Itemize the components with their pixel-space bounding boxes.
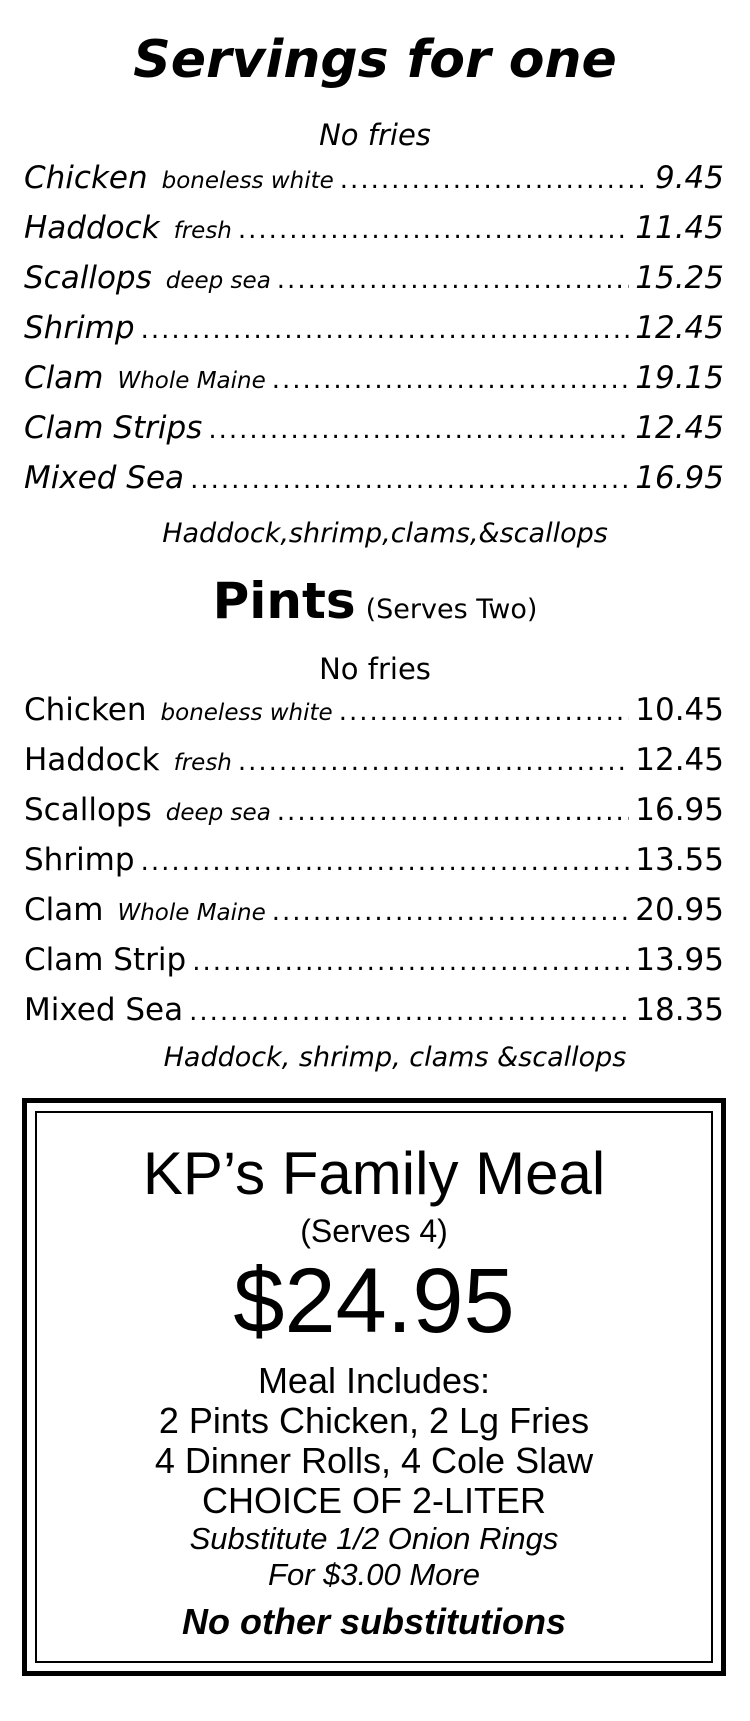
- pints-serves: (Serves Two): [365, 594, 538, 625]
- item-name: Shrimp: [24, 842, 135, 878]
- family-meal-serves: (Serves 4): [300, 1213, 448, 1249]
- item-name: Clam Strips: [24, 410, 203, 446]
- item-name: Mixed Sea: [24, 460, 185, 496]
- item-name: Haddock: [24, 742, 160, 778]
- family-meal-includes: [37, 1361, 711, 1521]
- pints-header: [0, 572, 750, 630]
- no-substitutions-note: No other substitutions: [182, 1601, 566, 1642]
- menu-row: [24, 260, 724, 310]
- item-description: Whole Maine: [117, 900, 266, 926]
- menu-row: [24, 942, 724, 992]
- item-name: Clam: [24, 360, 104, 396]
- dot-leader: [277, 265, 629, 295]
- item-description: fresh: [173, 218, 232, 244]
- menu-row: [24, 310, 724, 360]
- servings-menu: [24, 160, 724, 510]
- item-name: Shrimp: [24, 310, 135, 346]
- dot-leader: [272, 365, 629, 395]
- mixed-sea-note: Haddock,shrimp,clams,&scallops: [162, 518, 608, 549]
- item-name: Haddock: [24, 210, 160, 246]
- menu-row: [24, 892, 724, 942]
- dot-leader: [208, 415, 629, 445]
- item-description: deep sea: [165, 800, 271, 826]
- dot-leader: [238, 747, 629, 777]
- servings-title: Servings for one: [133, 30, 617, 90]
- includes-line: 4 Dinner Rolls, 4 Cole Slaw: [154, 1440, 594, 1481]
- family-meal-inner-border: [35, 1111, 713, 1663]
- substitute-line: For $3.00 More: [268, 1557, 480, 1592]
- item-name: Clam: [24, 892, 104, 928]
- pints-subtitle: No fries: [319, 652, 431, 686]
- item-price: 16.95: [635, 460, 724, 496]
- item-price: 13.55: [635, 842, 724, 878]
- item-price: 9.45: [654, 160, 724, 196]
- item-price: 18.35: [635, 992, 724, 1028]
- item-name: Mixed Sea: [24, 992, 184, 1028]
- includes-line: CHOICE OF 2-LITER: [201, 1480, 547, 1521]
- substitute-line: Substitute 1/2 Onion Rings: [189, 1521, 559, 1556]
- item-description: boneless white: [160, 700, 333, 726]
- menu-row: [24, 792, 724, 842]
- pints-menu: [24, 692, 724, 1042]
- dot-leader: [339, 697, 630, 727]
- dot-leader: [141, 847, 630, 877]
- menu-row: [24, 992, 724, 1042]
- servings-subtitle: No fries: [319, 118, 431, 152]
- item-description: deep sea: [165, 268, 271, 294]
- includes-line: Meal Includes:: [257, 1360, 491, 1401]
- family-meal-price: $24.95: [233, 1250, 515, 1352]
- item-price: 12.45: [635, 742, 724, 778]
- item-description: Whole Maine: [117, 368, 266, 394]
- item-price: 19.15: [635, 360, 724, 396]
- menu-row: [24, 692, 724, 742]
- dot-leader: [340, 165, 649, 195]
- item-price: 12.45: [635, 410, 724, 446]
- item-name: Scallops: [24, 792, 152, 828]
- menu-row: [24, 842, 724, 892]
- pints-mixed-sea-note: Haddock, shrimp, clams &scallops: [163, 1042, 627, 1073]
- menu-row: [24, 742, 724, 792]
- item-price: 12.45: [635, 310, 724, 346]
- item-name: Clam Strip: [24, 942, 187, 978]
- includes-line: 2 Pints Chicken, 2 Lg Fries: [158, 1400, 590, 1441]
- menu-row: [24, 210, 724, 260]
- dot-leader: [277, 797, 629, 827]
- item-description: fresh: [173, 750, 232, 776]
- family-meal-title: KP’s Family Meal: [142, 1140, 606, 1207]
- dot-leader: [190, 465, 629, 495]
- dot-leader: [238, 215, 629, 245]
- item-name: Chicken: [24, 692, 147, 728]
- dot-leader: [189, 997, 629, 1027]
- item-name: Chicken: [24, 160, 148, 196]
- menu-row: [24, 160, 724, 210]
- menu-row: [24, 460, 724, 510]
- pints-title: Pints: [212, 572, 356, 630]
- item-price: 16.95: [635, 792, 724, 828]
- item-price: 10.45: [635, 692, 724, 728]
- item-price: 15.25: [635, 260, 724, 296]
- dot-leader: [141, 315, 630, 345]
- item-description: boneless white: [161, 168, 334, 194]
- menu-row: [24, 360, 724, 410]
- family-meal-box: [22, 1098, 726, 1676]
- item-price: 13.95: [635, 942, 724, 978]
- dot-leader: [192, 947, 629, 977]
- dot-leader: [272, 897, 629, 927]
- item-price: 20.95: [635, 892, 724, 928]
- menu-row: [24, 410, 724, 460]
- item-name: Scallops: [24, 260, 152, 296]
- item-price: 11.45: [635, 210, 724, 246]
- family-meal-substitute: [37, 1521, 711, 1593]
